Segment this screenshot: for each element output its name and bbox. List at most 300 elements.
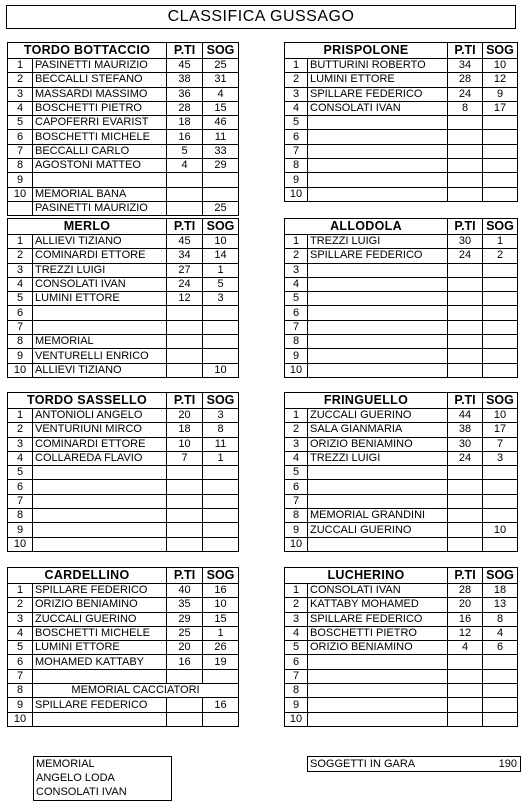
row-number: 9 [8, 698, 33, 712]
table-row [8, 598, 239, 612]
row-number: 3 [8, 437, 33, 451]
row-pti: 10 [167, 437, 203, 451]
row-number: 5 [285, 116, 308, 130]
row-name: SPILLARE FEDERICO [308, 87, 448, 101]
row-pti: 20 [167, 409, 203, 423]
row-pti [167, 494, 203, 508]
row-name: BECCALLI CARLO [33, 144, 167, 158]
table-row [8, 480, 239, 494]
row-name [308, 494, 448, 508]
row-name [308, 187, 448, 201]
row-sog [203, 494, 239, 508]
row-number: 1 [285, 409, 308, 423]
table-cardellino [7, 567, 239, 727]
table-row [8, 537, 239, 551]
table-title: CARDELLINO [8, 568, 167, 584]
table-row [285, 537, 518, 551]
table-header-row [285, 393, 518, 409]
row-name [308, 335, 448, 349]
table-row [285, 59, 518, 73]
row-name [308, 306, 448, 320]
row-number: 6 [8, 480, 33, 494]
table-row [285, 320, 518, 334]
column-header-sog: SOG [483, 393, 518, 409]
table-row [8, 494, 239, 508]
row-name [308, 537, 448, 551]
row-number: 5 [285, 641, 308, 655]
row-pti [448, 480, 483, 494]
soggetti-box [307, 756, 521, 772]
row-sog [483, 494, 518, 508]
row-pti: 34 [167, 249, 203, 263]
row-number: 4 [285, 101, 308, 115]
table-header-row [8, 568, 239, 584]
row-pti [448, 173, 483, 187]
row-sog: 14 [203, 249, 239, 263]
table-row [8, 101, 239, 115]
row-number: 2 [8, 598, 33, 612]
row-pti: 28 [167, 101, 203, 115]
row-sog [203, 335, 239, 349]
row-number: 8 [285, 684, 308, 698]
row-pti: 24 [448, 249, 483, 263]
row-name [33, 466, 167, 480]
row-name [308, 277, 448, 291]
row-name [308, 698, 448, 712]
row-number: 1 [8, 409, 33, 423]
row-name [308, 349, 448, 363]
column-header-sog: SOG [203, 219, 239, 235]
column-header-sog: SOG [203, 393, 239, 409]
row-name: SPILLARE FEDERICO [308, 612, 448, 626]
row-sog [483, 684, 518, 698]
row-sog: 26 [203, 641, 239, 655]
row-sog: 8 [203, 423, 239, 437]
row-name: COLLAREDA FLAVIO [33, 451, 167, 465]
table-title: ALLODOLA [285, 219, 448, 235]
row-pti [448, 349, 483, 363]
row-number: 1 [285, 584, 308, 598]
row-sog [483, 320, 518, 334]
row-name [33, 669, 167, 683]
row-name [308, 173, 448, 187]
column-header-pti: P.TI [448, 393, 483, 409]
row-name [308, 292, 448, 306]
row-sog [483, 159, 518, 173]
row-number: 6 [285, 130, 308, 144]
page-title: CLASSIFICA GUSSAGO [6, 5, 516, 29]
table-row [8, 201, 239, 215]
column-header-pti: P.TI [448, 43, 483, 59]
row-name [308, 320, 448, 334]
row-sog [203, 537, 239, 551]
row-name: PASINETTI MAURIZIO [33, 59, 167, 73]
row-pti: 45 [167, 59, 203, 73]
row-pti [167, 173, 203, 187]
row-sog [483, 669, 518, 683]
table-row [285, 277, 518, 291]
table-row [285, 698, 518, 712]
row-sog: 19 [203, 655, 239, 669]
row-sog [483, 116, 518, 130]
row-pti: 24 [448, 87, 483, 101]
table-row [285, 292, 518, 306]
row-pti: 35 [167, 598, 203, 612]
table-row [285, 684, 518, 698]
table-tordo-bottaccio [7, 42, 239, 216]
row-name: BOSCHETTI MICHELE [33, 626, 167, 640]
row-pti: 8 [448, 101, 483, 115]
table-row [8, 684, 239, 698]
row-number: 2 [8, 249, 33, 263]
row-pti [448, 187, 483, 201]
row-pti [167, 363, 203, 377]
row-pti: 30 [448, 437, 483, 451]
row-sog: 6 [483, 641, 518, 655]
row-pti: 20 [167, 641, 203, 655]
row-number: 9 [8, 523, 33, 537]
table-row [8, 466, 239, 480]
row-number: 9 [8, 173, 33, 187]
table-row [8, 523, 239, 537]
row-pti: 25 [167, 626, 203, 640]
row-number: 3 [285, 437, 308, 451]
row-sog [483, 144, 518, 158]
row-sog: 9 [483, 87, 518, 101]
row-pti [448, 523, 483, 537]
row-name [308, 466, 448, 480]
row-pti [167, 523, 203, 537]
row-sog: 31 [203, 73, 239, 87]
table-row [8, 612, 239, 626]
row-name: BOSCHETTI MICHELE [33, 130, 167, 144]
row-pti [448, 277, 483, 291]
row-name [33, 537, 167, 551]
row-number: 5 [8, 292, 33, 306]
row-pti: 45 [167, 235, 203, 249]
row-name: COMINARDI ETTORE [33, 249, 167, 263]
row-sog [483, 277, 518, 291]
row-sog: 25 [203, 201, 239, 215]
row-pti: 4 [167, 159, 203, 173]
row-sog: 17 [483, 423, 518, 437]
table-row [8, 116, 239, 130]
row-number: 10 [8, 537, 33, 551]
row-name: ZUCCALI GUERINO [308, 523, 448, 537]
table-row [285, 437, 518, 451]
table-row [285, 641, 518, 655]
row-sog: 12 [483, 73, 518, 87]
row-name: SALA GIANMARIA [308, 423, 448, 437]
row-pti [448, 320, 483, 334]
row-sog: 11 [203, 130, 239, 144]
row-sog: 15 [203, 612, 239, 626]
table-row [8, 641, 239, 655]
table-title: TORDO BOTTACCIO [8, 43, 167, 59]
row-sog [203, 509, 239, 523]
row-number: 2 [285, 73, 308, 87]
table-row [285, 626, 518, 640]
row-sog [483, 698, 518, 712]
table-row [8, 306, 239, 320]
row-pti [167, 537, 203, 551]
row-number: 6 [285, 655, 308, 669]
row-sog: 10 [203, 363, 239, 377]
row-name [308, 144, 448, 158]
row-sog: 33 [203, 144, 239, 158]
table-row [8, 451, 239, 465]
table-row [8, 159, 239, 173]
row-sog: 5 [203, 277, 239, 291]
row-pti [448, 655, 483, 669]
row-name: CONSOLATI IVAN [33, 277, 167, 291]
row-pti [448, 144, 483, 158]
row-name: ORIZIO BENIAMINO [33, 598, 167, 612]
row-number: 7 [8, 494, 33, 508]
table-row [285, 130, 518, 144]
row-pti: 16 [167, 655, 203, 669]
row-name: TREZZI LUIGI [308, 235, 448, 249]
table-row [8, 263, 239, 277]
table-row [285, 523, 518, 537]
row-number: 4 [285, 626, 308, 640]
row-sog: 1 [203, 263, 239, 277]
table-row [8, 173, 239, 187]
table-row [285, 598, 518, 612]
row-sog: 11 [203, 437, 239, 451]
table-row [285, 466, 518, 480]
row-name: BOSCHETTI PIETRO [308, 626, 448, 640]
row-pti: 27 [167, 263, 203, 277]
table-row [285, 480, 518, 494]
table-row [285, 173, 518, 187]
row-sog: 4 [483, 626, 518, 640]
table-title: LUCHERINO [285, 568, 448, 584]
row-name [308, 159, 448, 173]
table-row [8, 277, 239, 291]
row-pti: 18 [167, 116, 203, 130]
row-pti [167, 306, 203, 320]
row-name [33, 480, 167, 494]
row-sog: 1 [203, 626, 239, 640]
row-number: 10 [8, 363, 33, 377]
row-pti: 16 [167, 130, 203, 144]
row-pti [448, 263, 483, 277]
row-name [33, 712, 167, 726]
row-number: 2 [8, 423, 33, 437]
row-name: MEMORIAL CACCIATORI [33, 684, 239, 698]
row-number: 8 [8, 335, 33, 349]
row-sog [483, 466, 518, 480]
table-tordo-sassello [7, 392, 239, 552]
row-name: MEMORIAL [33, 335, 167, 349]
row-pti [167, 349, 203, 363]
table-row [285, 712, 518, 726]
row-name [33, 509, 167, 523]
row-sog: 16 [203, 584, 239, 598]
row-name [308, 480, 448, 494]
table-row [8, 584, 239, 598]
column-header-sog: SOG [483, 43, 518, 59]
row-pti: 28 [448, 73, 483, 87]
row-sog [483, 263, 518, 277]
row-pti: 36 [167, 87, 203, 101]
row-number: 6 [8, 130, 33, 144]
memorial-line: CONSOLATI IVAN [36, 786, 127, 798]
row-number: 10 [8, 187, 33, 201]
row-name: ALLIEVI TIZIANO [33, 235, 167, 249]
table-row [8, 409, 239, 423]
row-name [33, 320, 167, 334]
column-header-pti: P.TI [167, 568, 203, 584]
row-number: 8 [285, 509, 308, 523]
row-pti [167, 669, 203, 683]
row-pti: 16 [448, 612, 483, 626]
row-pti: 44 [448, 409, 483, 423]
row-sog: 10 [203, 235, 239, 249]
row-sog: 10 [483, 523, 518, 537]
row-number: 4 [8, 101, 33, 115]
row-name: ORIZIO BENIAMINO [308, 437, 448, 451]
row-name: SPILLARE FEDERICO [308, 249, 448, 263]
row-sog [483, 480, 518, 494]
row-number: 6 [8, 655, 33, 669]
row-sog [483, 187, 518, 201]
table-prispolone [284, 42, 518, 202]
row-pti [448, 116, 483, 130]
table-header-row [285, 219, 518, 235]
row-number: 4 [285, 277, 308, 291]
row-sog [203, 306, 239, 320]
table-row [285, 494, 518, 508]
row-number: 7 [285, 144, 308, 158]
row-number [8, 201, 33, 215]
row-name: ALLIEVI TIZIANO [33, 363, 167, 377]
row-number: 1 [8, 59, 33, 73]
row-pti: 24 [448, 451, 483, 465]
row-name [308, 712, 448, 726]
row-number: 6 [285, 480, 308, 494]
row-sog [483, 537, 518, 551]
column-header-sog: SOG [203, 568, 239, 584]
table-row [8, 59, 239, 73]
row-pti: 30 [448, 235, 483, 249]
row-pti [167, 201, 203, 215]
row-sog [203, 712, 239, 726]
row-number: 3 [285, 612, 308, 626]
row-sog: 3 [483, 451, 518, 465]
row-pti: 5 [167, 144, 203, 158]
row-name: ORIZIO BENIAMINO [308, 641, 448, 655]
table-row [8, 87, 239, 101]
row-number: 1 [8, 584, 33, 598]
row-name: SPILLARE FEDERICO [33, 584, 167, 598]
row-name: MEMORIAL BANA [33, 187, 167, 201]
row-sog [483, 712, 518, 726]
row-name: ZUCCALI GUERINO [33, 612, 167, 626]
row-name: LUMINI ETTORE [33, 292, 167, 306]
row-pti [448, 537, 483, 551]
row-pti [448, 698, 483, 712]
row-pti [448, 335, 483, 349]
row-name: ZUCCALI GUERINO [308, 409, 448, 423]
row-number: 4 [8, 451, 33, 465]
table-merlo [7, 218, 239, 378]
row-sog: 10 [203, 598, 239, 612]
row-sog [203, 349, 239, 363]
column-header-sog: SOG [203, 43, 239, 59]
table-row [285, 612, 518, 626]
column-header-sog: SOG [483, 568, 518, 584]
row-pti: 38 [448, 423, 483, 437]
row-pti: 20 [448, 598, 483, 612]
row-pti [448, 494, 483, 508]
table-row [285, 306, 518, 320]
row-number: 5 [8, 116, 33, 130]
table-header-row [8, 219, 239, 235]
row-pti: 40 [167, 584, 203, 598]
row-sog [203, 187, 239, 201]
table-row [285, 249, 518, 263]
table-row [8, 73, 239, 87]
memorial-line: ANGELO LODA [36, 772, 115, 784]
row-number: 10 [8, 712, 33, 726]
table-header-row [8, 393, 239, 409]
table-row [8, 249, 239, 263]
column-header-pti: P.TI [167, 219, 203, 235]
row-pti [167, 320, 203, 334]
row-number: 10 [285, 537, 308, 551]
row-sog [483, 349, 518, 363]
table-row [8, 320, 239, 334]
table-row [8, 509, 239, 523]
row-name [308, 130, 448, 144]
row-number: 2 [285, 249, 308, 263]
row-number: 3 [285, 87, 308, 101]
row-sog: 4 [203, 87, 239, 101]
table-row [8, 130, 239, 144]
row-pti: 12 [167, 292, 203, 306]
row-name [33, 306, 167, 320]
row-sog: 10 [483, 409, 518, 423]
row-sog: 3 [203, 409, 239, 423]
row-pti [448, 363, 483, 377]
table-title: MERLO [8, 219, 167, 235]
row-number: 3 [8, 263, 33, 277]
table-row [285, 363, 518, 377]
row-pti [448, 130, 483, 144]
row-sog [203, 523, 239, 537]
row-pti [167, 335, 203, 349]
row-number: 7 [8, 320, 33, 334]
row-number: 7 [285, 669, 308, 683]
row-sog: 1 [203, 451, 239, 465]
table-header-row [285, 43, 518, 59]
row-pti [448, 306, 483, 320]
row-sog: 18 [483, 584, 518, 598]
row-number: 3 [8, 612, 33, 626]
row-number: 7 [8, 144, 33, 158]
table-row [285, 73, 518, 87]
row-name [308, 669, 448, 683]
row-number: 3 [8, 87, 33, 101]
row-sog: 1 [483, 235, 518, 249]
row-name [33, 523, 167, 537]
table-row [8, 144, 239, 158]
table-row [285, 335, 518, 349]
table-header-row [8, 43, 239, 59]
row-pti: 28 [448, 584, 483, 598]
